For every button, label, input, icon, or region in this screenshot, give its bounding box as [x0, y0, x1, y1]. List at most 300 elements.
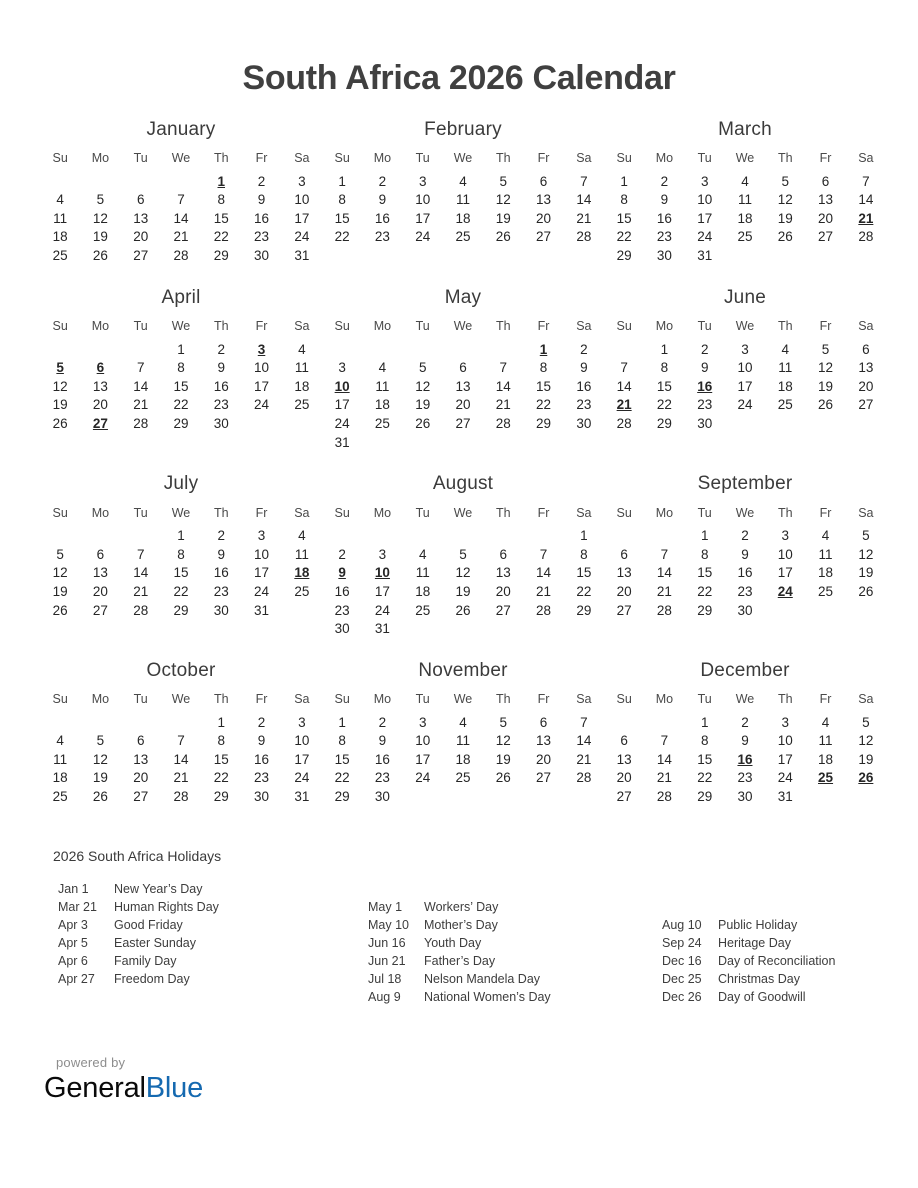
day-cell: 17 — [334, 397, 350, 413]
day-cell: 18 — [818, 565, 834, 581]
day-cell: 5 — [781, 173, 790, 189]
holiday-name: Heritage Day — [718, 935, 791, 950]
week-row — [322, 545, 604, 564]
day-cell: 24 — [415, 770, 431, 786]
day-cell: 23 — [254, 770, 270, 786]
day-cell-holiday: 9 — [338, 565, 346, 581]
weekday-header-tu: Tu — [133, 151, 148, 166]
week-row — [40, 396, 322, 415]
day-cell: 13 — [616, 565, 632, 581]
day-cell: 6 — [136, 192, 145, 208]
day-cell: 25 — [374, 415, 390, 431]
day-cell: 16 — [374, 751, 390, 767]
week-row — [604, 713, 886, 732]
day-cell: 6 — [459, 360, 467, 376]
day-cell: 30 — [576, 415, 592, 431]
weekday-header-th: Th — [777, 505, 793, 520]
day-cell: 11 — [737, 192, 752, 208]
day-cell-empty — [443, 433, 483, 452]
day-cell: 1 — [700, 528, 709, 544]
day-cell: 10 — [777, 733, 793, 749]
day-cell: 4 — [781, 341, 790, 357]
day-cell: 30 — [334, 621, 350, 637]
day-cell: 9 — [700, 360, 709, 376]
day-cell: 9 — [378, 192, 387, 208]
holiday-date: May 1 — [368, 899, 403, 914]
weekday-header-tu: Tu — [133, 692, 148, 707]
day-cell: 29 — [656, 415, 672, 431]
day-cell: 28 — [616, 415, 632, 431]
week-row — [40, 172, 322, 191]
week-row — [40, 190, 322, 209]
day-cell-empty — [483, 619, 523, 638]
day-cell: 11 — [415, 565, 430, 581]
day-cell: 13 — [536, 192, 552, 208]
week-row — [322, 787, 604, 806]
day-cell: 26 — [818, 397, 834, 413]
day-cell: 23 — [737, 583, 753, 599]
holidays-section — [0, 848, 918, 1006]
day-cell: 17 — [415, 210, 431, 226]
week-row — [322, 228, 604, 247]
day-cell: 3 — [298, 173, 306, 189]
day-cell: 7 — [539, 546, 548, 562]
day-cell: 12 — [777, 192, 793, 208]
day-cell: 17 — [294, 751, 310, 767]
day-cell-holiday: 1 — [539, 341, 548, 357]
day-cell: 23 — [697, 397, 713, 413]
month-name: July — [163, 473, 199, 495]
week-row — [322, 750, 604, 769]
holiday-list-item — [58, 880, 322, 898]
holiday-date: Dec 25 — [662, 971, 702, 986]
weekday-header-row — [604, 316, 886, 340]
day-cell-empty — [443, 340, 483, 359]
day-cell: 25 — [455, 229, 471, 245]
month-name: May — [444, 286, 482, 308]
day-cell-empty — [765, 246, 805, 265]
week-row — [604, 526, 886, 545]
day-cell: 3 — [418, 714, 427, 730]
week-row — [604, 582, 886, 601]
day-cell: 9 — [378, 733, 387, 749]
day-cell: 15 — [616, 210, 632, 226]
day-cell: 16 — [213, 378, 229, 394]
day-cell: 13 — [92, 565, 108, 581]
day-cell-holiday: 6 — [96, 360, 105, 376]
weekday-header-we: We — [453, 692, 473, 707]
day-cell: 7 — [620, 360, 628, 376]
weekday-header-th: Th — [495, 319, 511, 334]
day-cell: 11 — [294, 546, 309, 562]
day-cell: 21 — [656, 583, 672, 599]
day-cell: 25 — [294, 583, 310, 599]
month-table — [40, 316, 322, 433]
weekday-header-we: We — [171, 319, 191, 334]
day-cell: 21 — [133, 397, 149, 413]
day-cell: 28 — [495, 415, 511, 431]
week-row — [604, 172, 886, 191]
day-cell-empty — [483, 340, 523, 359]
day-cell: 7 — [136, 360, 145, 376]
weekday-header-we: We — [171, 692, 191, 707]
weekday-header-sa: Sa — [294, 319, 310, 334]
day-cell: 5 — [56, 546, 64, 562]
day-cell: 16 — [254, 751, 270, 767]
weekday-header-fr: Fr — [819, 692, 832, 707]
week-row — [40, 564, 322, 583]
day-cell: 22 — [173, 397, 189, 413]
weekday-header-sa: Sa — [576, 692, 592, 707]
day-cell-empty — [80, 526, 120, 545]
day-cell: 8 — [539, 360, 548, 376]
day-cell: 7 — [660, 546, 669, 562]
weekday-header-th: Th — [777, 151, 793, 166]
month-table — [322, 502, 604, 638]
day-cell: 10 — [294, 733, 310, 749]
day-cell: 11 — [455, 733, 470, 749]
day-cell: 28 — [656, 602, 672, 618]
day-cell: 29 — [213, 247, 229, 263]
week-row — [40, 750, 322, 769]
weekday-header-tu: Tu — [415, 692, 430, 707]
day-cell-holiday: 26 — [858, 770, 874, 786]
day-cell-empty — [523, 619, 563, 638]
day-cell: 14 — [656, 751, 672, 767]
weekday-header-tu: Tu — [697, 151, 712, 166]
month-block-december — [604, 660, 886, 828]
day-cell-empty — [161, 172, 201, 191]
week-row — [604, 750, 886, 769]
day-cell: 27 — [133, 247, 149, 263]
day-cell: 19 — [777, 210, 793, 226]
day-cell-empty — [604, 526, 644, 545]
day-cell: 17 — [374, 583, 390, 599]
week-row — [604, 190, 886, 209]
day-cell: 11 — [778, 360, 793, 376]
weekday-header-fr: Fr — [537, 151, 550, 166]
day-cell: 27 — [616, 602, 632, 618]
day-cell-empty — [121, 172, 161, 191]
holidays-section-title: 2026 South Africa Holidays — [53, 847, 222, 864]
day-cell: 30 — [656, 247, 672, 263]
day-cell: 25 — [415, 602, 431, 618]
month-table — [322, 316, 604, 452]
day-cell: 23 — [213, 583, 229, 599]
day-cell: 20 — [616, 770, 632, 786]
month-block-january — [40, 119, 322, 287]
day-cell: 19 — [52, 397, 68, 413]
day-cell: 4 — [418, 546, 427, 562]
day-cell: 3 — [781, 714, 790, 730]
day-cell-empty — [322, 526, 362, 545]
day-cell: 4 — [298, 528, 306, 544]
day-cell: 2 — [700, 341, 709, 357]
day-cell: 4 — [459, 173, 467, 189]
day-cell: 2 — [741, 714, 749, 730]
brand-name — [44, 1070, 203, 1105]
day-cell: 11 — [375, 378, 390, 394]
powered-by-label: powered by — [56, 1055, 126, 1070]
holiday-name: Easter Sunday — [114, 935, 196, 950]
holiday-name: National Women’s Day — [424, 989, 551, 1004]
day-cell: 27 — [455, 415, 471, 431]
day-cell: 19 — [818, 378, 834, 394]
day-cell: 24 — [334, 415, 350, 431]
day-cell: 5 — [499, 173, 508, 189]
month-table — [604, 316, 886, 433]
day-cell: 24 — [415, 229, 431, 245]
day-cell: 17 — [294, 210, 310, 226]
day-cell: 12 — [92, 210, 108, 226]
week-row — [322, 172, 604, 191]
day-cell: 10 — [777, 546, 793, 562]
day-cell-empty — [121, 340, 161, 359]
day-cell-empty — [846, 414, 886, 433]
week-row — [40, 769, 322, 788]
day-cell: 5 — [96, 733, 105, 749]
holiday-name: Public Holiday — [718, 917, 798, 932]
weekday-header-mo: Mo — [373, 151, 392, 166]
weekday-header-fr: Fr — [255, 151, 268, 166]
month-block-august — [322, 473, 604, 660]
day-cell-empty — [403, 787, 443, 806]
weekday-header-mo: Mo — [373, 692, 392, 707]
day-cell: 2 — [217, 341, 226, 357]
day-cell: 31 — [294, 247, 310, 263]
day-cell: 30 — [697, 415, 713, 431]
weekday-header-sa: Sa — [294, 151, 310, 166]
week-row — [604, 769, 886, 788]
day-cell: 4 — [821, 528, 830, 544]
week-row — [322, 190, 604, 209]
weekday-header-fr: Fr — [537, 319, 550, 334]
day-cell-empty — [846, 246, 886, 265]
day-cell: 8 — [580, 546, 588, 562]
holiday-list-item — [58, 934, 322, 952]
day-cell: 4 — [378, 360, 387, 376]
day-cell: 2 — [741, 528, 749, 544]
week-row — [604, 340, 886, 359]
day-cell: 24 — [777, 770, 793, 786]
day-cell-empty — [725, 414, 765, 433]
day-cell-empty — [523, 433, 563, 452]
weekday-header-fr: Fr — [255, 319, 268, 334]
day-cell: 11 — [818, 546, 833, 562]
day-cell: 28 — [133, 602, 149, 618]
day-cell: 8 — [177, 360, 185, 376]
day-cell-empty — [523, 787, 563, 806]
day-cell-empty — [604, 340, 644, 359]
weekday-header-fr: Fr — [819, 319, 832, 334]
day-cell: 3 — [781, 528, 790, 544]
holiday-list-item — [662, 970, 886, 988]
day-cell-holiday: 25 — [818, 770, 834, 786]
week-row — [40, 228, 322, 247]
day-cell: 17 — [697, 210, 713, 226]
holiday-name: Father’s Day — [424, 953, 496, 968]
day-cell: 11 — [53, 210, 68, 226]
holiday-date: Mar 21 — [58, 899, 97, 914]
day-cell: 3 — [741, 341, 749, 357]
week-row — [40, 731, 322, 750]
day-cell: 25 — [777, 397, 793, 413]
day-cell: 8 — [700, 546, 709, 562]
day-cell: 13 — [495, 565, 511, 581]
month-table — [40, 502, 322, 619]
day-cell: 15 — [656, 378, 672, 394]
weekday-header-su: Su — [334, 151, 350, 166]
day-cell: 6 — [539, 173, 548, 189]
weekday-header-mo: Mo — [91, 151, 110, 166]
month-table — [40, 689, 322, 806]
week-row — [322, 731, 604, 750]
day-cell: 4 — [56, 192, 64, 208]
weekday-header-tu: Tu — [415, 319, 430, 334]
day-cell: 17 — [737, 378, 753, 394]
holiday-date: Apr 6 — [58, 953, 88, 968]
day-cell-empty — [443, 787, 483, 806]
day-cell: 12 — [495, 733, 511, 749]
day-cell: 21 — [133, 583, 149, 599]
day-cell: 27 — [536, 229, 552, 245]
day-cell: 19 — [92, 770, 108, 786]
weekday-header-we: We — [735, 692, 755, 707]
day-cell: 22 — [616, 229, 632, 245]
footer-logo — [44, 1056, 203, 1106]
weekday-header-mo: Mo — [655, 151, 674, 166]
day-cell-empty — [604, 713, 644, 732]
day-cell: 19 — [858, 751, 874, 767]
day-cell: 5 — [418, 360, 427, 376]
day-cell: 6 — [620, 546, 628, 562]
weekday-header-we: We — [735, 505, 755, 520]
day-cell: 23 — [737, 770, 753, 786]
weekday-header-tu: Tu — [697, 319, 712, 334]
day-cell: 12 — [818, 360, 834, 376]
week-row — [604, 564, 886, 583]
day-cell: 14 — [495, 378, 511, 394]
day-cell: 14 — [133, 378, 149, 394]
day-cell: 5 — [459, 546, 467, 562]
day-cell-holiday: 21 — [858, 210, 874, 226]
month-name: December — [700, 659, 790, 681]
week-row — [322, 526, 604, 545]
day-cell: 4 — [741, 173, 749, 189]
week-row — [604, 396, 886, 415]
week-row — [322, 209, 604, 228]
day-cell: 29 — [334, 789, 350, 805]
week-row — [40, 414, 322, 433]
day-cell-empty — [846, 601, 886, 620]
weekday-header-row — [40, 502, 322, 526]
brand-blue-text: Blue — [145, 1072, 204, 1105]
day-cell: 30 — [213, 602, 229, 618]
weekday-header-th: Th — [213, 692, 229, 707]
week-row — [604, 601, 886, 620]
day-cell: 22 — [213, 229, 229, 245]
day-cell: 18 — [455, 210, 471, 226]
day-cell: 18 — [455, 751, 471, 767]
day-cell: 12 — [92, 751, 108, 767]
holiday-list-item — [662, 934, 886, 952]
day-cell: 26 — [92, 789, 108, 805]
day-cell-empty — [805, 414, 845, 433]
day-cell: 23 — [254, 229, 270, 245]
day-cell: 20 — [858, 378, 874, 394]
day-cell-empty — [362, 433, 402, 452]
day-cell: 22 — [334, 770, 350, 786]
weekday-header-th: Th — [495, 505, 511, 520]
holiday-list-item — [368, 988, 604, 1006]
day-cell: 22 — [656, 397, 672, 413]
day-cell: 15 — [173, 565, 189, 581]
holiday-list-item — [662, 916, 886, 934]
day-cell: 31 — [374, 621, 390, 637]
day-cell-holiday: 16 — [697, 378, 713, 394]
day-cell: 2 — [378, 714, 387, 730]
month-block-april — [40, 287, 322, 474]
day-cell: 31 — [254, 602, 270, 618]
day-cell: 25 — [294, 397, 310, 413]
day-cell: 24 — [737, 397, 753, 413]
day-cell-empty — [80, 340, 120, 359]
day-cell-empty — [483, 787, 523, 806]
day-cell: 1 — [620, 173, 628, 189]
day-cell: 1 — [177, 341, 185, 357]
weekday-header-row — [322, 148, 604, 172]
month-name: October — [146, 659, 216, 681]
day-cell: 31 — [697, 247, 713, 263]
day-cell: 21 — [536, 583, 552, 599]
day-cell: 14 — [173, 751, 189, 767]
day-cell: 25 — [818, 583, 834, 599]
day-cell: 6 — [499, 546, 508, 562]
day-cell: 12 — [858, 733, 874, 749]
day-cell: 30 — [737, 789, 753, 805]
holiday-date: Apr 5 — [58, 935, 88, 950]
day-cell: 15 — [334, 210, 350, 226]
holiday-list-item — [368, 934, 604, 952]
day-cell: 27 — [818, 229, 834, 245]
day-cell-empty — [564, 433, 604, 452]
week-row — [604, 228, 886, 247]
day-cell-empty — [161, 713, 201, 732]
day-cell: 7 — [177, 733, 185, 749]
weekday-header-fr: Fr — [537, 505, 550, 520]
weekday-header-th: Th — [213, 319, 229, 334]
day-cell: 20 — [455, 397, 471, 413]
day-cell: 19 — [495, 751, 511, 767]
day-cell: 26 — [415, 415, 431, 431]
day-cell: 15 — [697, 565, 713, 581]
month-name: March — [718, 118, 772, 140]
day-cell: 28 — [656, 789, 672, 805]
day-cell: 23 — [374, 229, 390, 245]
holiday-date: Aug 10 — [662, 917, 702, 932]
week-row — [40, 358, 322, 377]
month-block-february — [322, 119, 604, 287]
day-cell: 18 — [777, 378, 793, 394]
day-cell-empty — [846, 787, 886, 806]
day-cell: 14 — [133, 565, 149, 581]
day-cell: 9 — [660, 192, 669, 208]
day-cell: 30 — [254, 247, 270, 263]
weekday-header-mo: Mo — [655, 505, 674, 520]
weekday-header-su: Su — [616, 319, 632, 334]
day-cell-empty — [40, 713, 80, 732]
week-row — [322, 358, 604, 377]
